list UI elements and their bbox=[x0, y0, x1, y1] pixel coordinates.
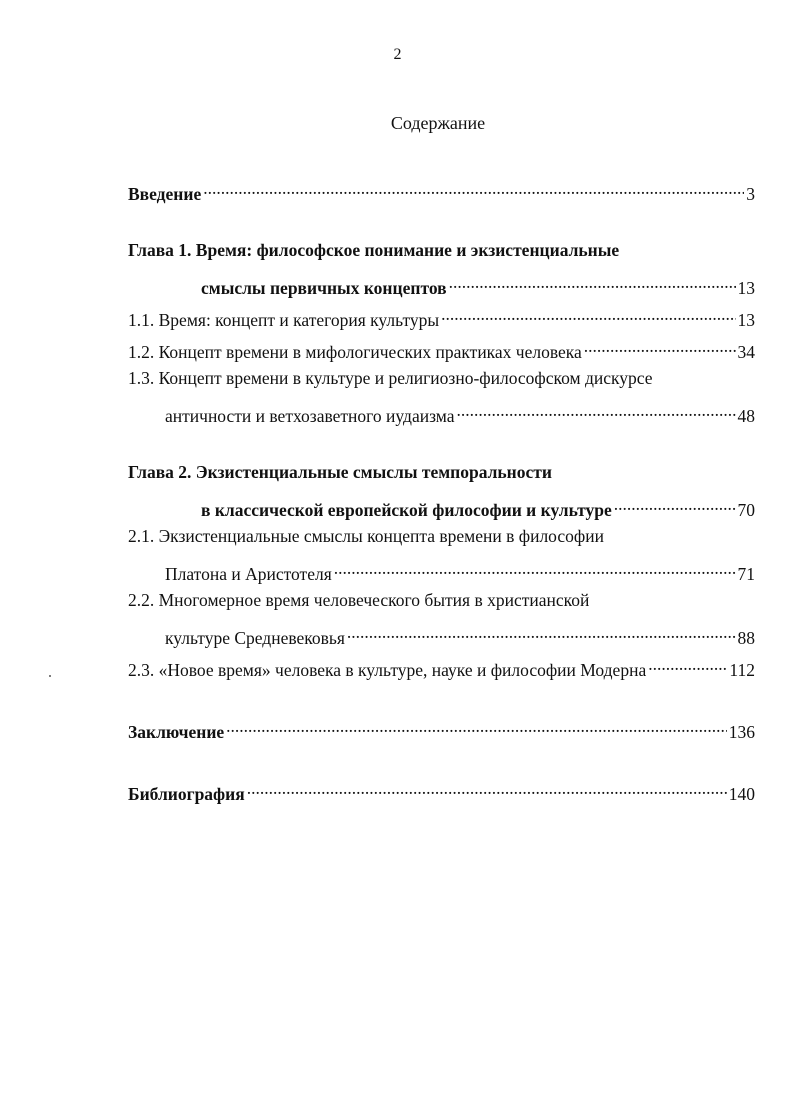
toc-entry-page: 112 bbox=[729, 660, 755, 680]
dot-leader bbox=[247, 776, 727, 800]
toc-entry-label: Заключение bbox=[128, 722, 225, 742]
dot-leader bbox=[648, 652, 727, 676]
toc-entry-label: 1.2. Концепт времени в мифологических практиках человека bbox=[128, 342, 582, 362]
toc-title: Содержание bbox=[390, 113, 486, 133]
toc-entry-page: 71 bbox=[737, 564, 755, 584]
toc-entry-page: 3 bbox=[746, 184, 755, 204]
scan-speck bbox=[49, 675, 51, 677]
dot-leader bbox=[347, 620, 736, 644]
toc-entry-page: 88 bbox=[737, 628, 755, 648]
dot-leader bbox=[334, 556, 736, 580]
toc-entry-1-3[interactable] bbox=[165, 398, 755, 426]
toc-entry-label: Библиография bbox=[128, 784, 245, 804]
toc-entry-label: Введение bbox=[128, 184, 202, 204]
dot-leader bbox=[584, 334, 736, 358]
toc-entry-page: 70 bbox=[737, 500, 755, 520]
toc-entry-page: 136 bbox=[728, 722, 755, 742]
toc-entry-1-3-line1[interactable]: 1.3. Концепт времени в культуре и религиозно-философском дискурсе bbox=[128, 368, 653, 388]
toc-entry-conclusion[interactable] bbox=[128, 714, 755, 742]
dot-leader bbox=[614, 492, 736, 516]
chapter1-heading-line1[interactable]: Глава 1. Время: философское понимание и экзистенциальные bbox=[128, 240, 620, 260]
toc-entry-2-1[interactable] bbox=[165, 556, 755, 584]
toc-entry-label: в классической европейской философии и культуре bbox=[201, 500, 612, 520]
toc-entry-bibliography[interactable] bbox=[128, 776, 755, 804]
toc-entry-label: культуре Средневековья bbox=[165, 628, 345, 648]
dot-leader bbox=[226, 714, 727, 738]
toc-entry-1-2[interactable] bbox=[128, 334, 755, 362]
toc-entry-page: 13 bbox=[737, 310, 755, 330]
dot-leader bbox=[456, 398, 735, 422]
dot-leader bbox=[441, 302, 735, 326]
toc-entry-intro[interactable] bbox=[128, 176, 755, 204]
dot-leader bbox=[449, 270, 736, 294]
toc-entry-chapter1[interactable] bbox=[201, 270, 755, 298]
toc-entry-label: 2.3. «Новое время» человека в культуре, науке и философии Модерна bbox=[128, 660, 647, 680]
toc-entry-2-2-line1[interactable]: 2.2. Многомерное время человеческого бытия в христианской bbox=[128, 590, 590, 610]
toc-entry-2-1-line1[interactable]: 2.1. Экзистенциальные смыслы концепта времени в философии bbox=[128, 526, 604, 546]
chapter2-heading-line1[interactable]: Глава 2. Экзистенциальные смыслы темпоральности bbox=[128, 462, 552, 482]
toc-entry-label: 1.1. Время: концепт и категория культуры bbox=[128, 310, 440, 330]
toc-entry-2-3[interactable] bbox=[128, 652, 755, 680]
toc-entry-label: Платона и Аристотеля bbox=[165, 564, 332, 584]
toc-entry-page: 13 bbox=[737, 278, 755, 298]
toc-entry-1-1[interactable] bbox=[128, 302, 755, 330]
toc-entry-label: смыслы первичных концептов bbox=[201, 278, 447, 298]
toc-entry-page: 48 bbox=[737, 406, 755, 426]
toc-entry-2-2[interactable] bbox=[165, 620, 755, 648]
toc-entry-chapter2[interactable] bbox=[201, 492, 755, 520]
toc-entry-page: 140 bbox=[728, 784, 755, 804]
dot-leader bbox=[203, 176, 744, 200]
page-number: 2 bbox=[393, 46, 402, 63]
toc-entry-page: 34 bbox=[737, 342, 755, 362]
toc-entry-label: античности и ветхозаветного иудаизма bbox=[165, 406, 455, 426]
